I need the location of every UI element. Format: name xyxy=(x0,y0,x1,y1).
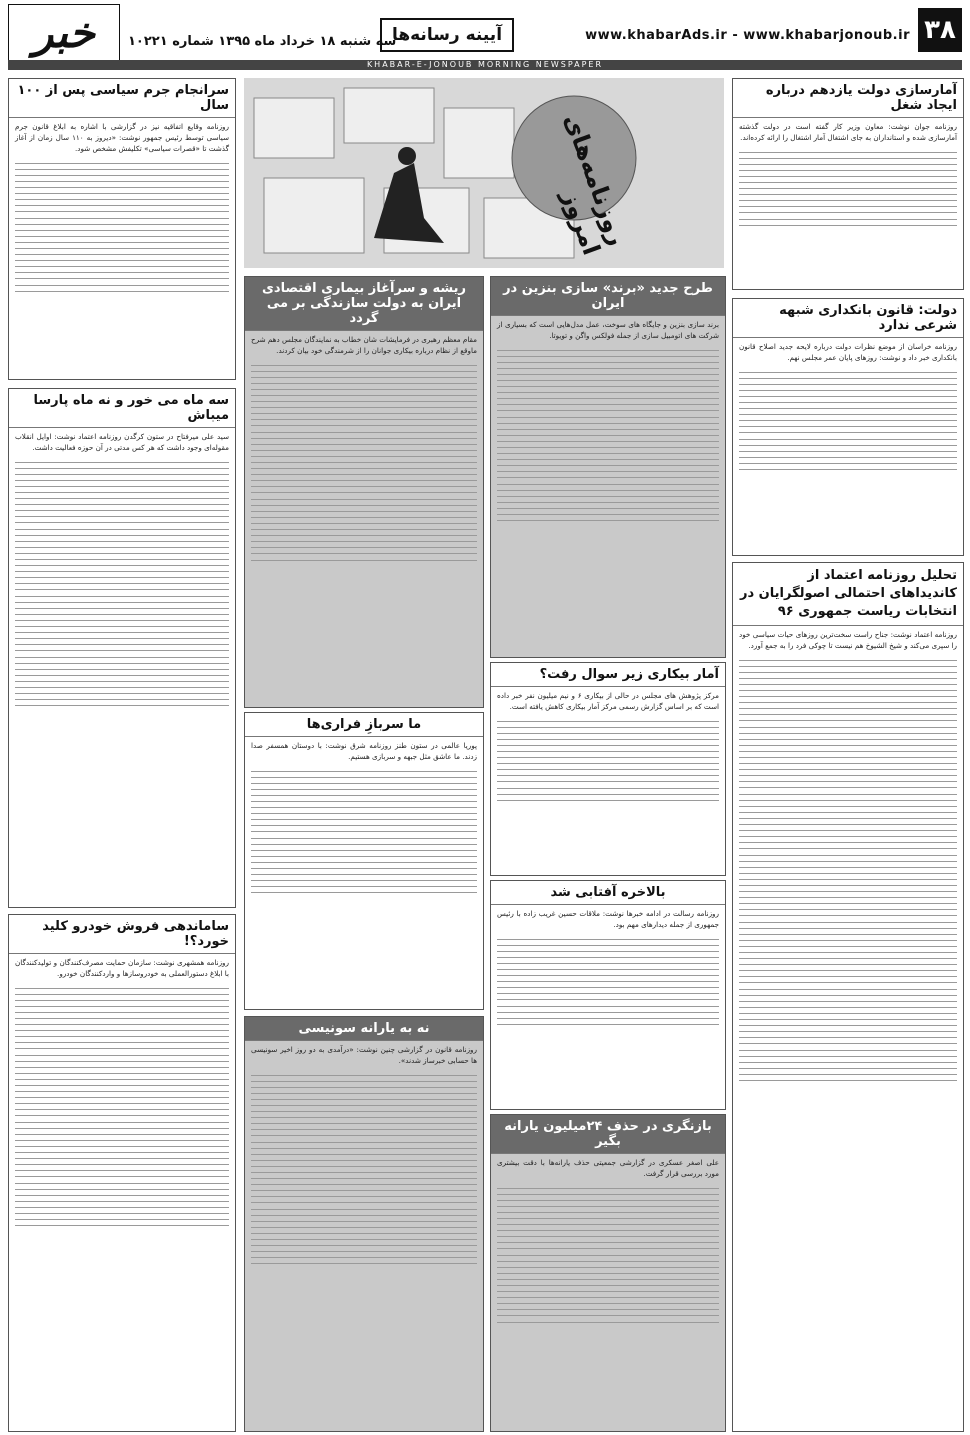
article-title: ساماندهی فروش خودرو کلید خورد؟! xyxy=(9,915,235,954)
article-body: روزنامه همشهری نوشت: سازمان حمایت مصرف‌کنندگان و تولیدکنندگان با ابلاغ دستورالعملی به خودروسازها و واردکنندگان خودرو. xyxy=(15,958,229,979)
article-mid3 xyxy=(244,1016,484,1432)
article-body: مقام معظم رهبری در فرمایشات شان خطاب به نمایندگان مجلس دهم شرح ماوقع از نظام درباره بیکاری جوانان را از شرمندگی خود بیان کردند. xyxy=(250,335,477,356)
text-lines xyxy=(245,1075,483,1265)
article-body: مرکز پژوهش های مجلس در حالی از بیکاری ۶ و نیم میلیون نفر خبر داده است که بر اساس گزارش رسمی مرکز آمار بیکاری کاهش یافته است. xyxy=(497,691,719,712)
article-left3 xyxy=(8,914,236,1432)
article-body: روزنامه رسالت در ادامه خبرها نوشت: ملاقات حسین غریب زاده با رئیس جمهوری از جمله دیدارهای مهم بود. xyxy=(497,909,719,930)
photo-illustration xyxy=(244,78,724,268)
article-title: بازنگری در حذف ۲۴میلیون یارانه بگیر xyxy=(491,1115,725,1154)
text-lines xyxy=(9,163,235,292)
article-title: ریشه و سرآغاز بیماری اقتصادی ایران به دولت سازندگی بر می گردد xyxy=(245,277,483,331)
photo-caption: روزنامه‌های امروز xyxy=(556,110,632,259)
text-lines xyxy=(733,152,963,226)
article-body: روزنامه جوان نوشت: معاون وزیر کار گفته است در دولت گذشته آمارسازی شده و استانداران به جای اشتغال آمار اشتغال را ارائه کرده‌اند. xyxy=(739,122,957,143)
article-body: روزنامه وقایع اتفاقیه نیز در گزارشی با اشاره به ابلاغ قانون جرم سیاسی توسط رئیس جمهور نوشت: «دیروز به ۱۱۰ سال زمان از آغاز گذشت تا «قصرات سیاسی» تکلیفش مشخص شود. xyxy=(15,122,229,154)
article-body: روزنامه قانون در گزارشی چنین نوشت: «درآمدی به دو روز اخیر سونیسی ها حسابی خبرساز شدند». xyxy=(251,1045,477,1066)
article-body: روزنامه خراسان از موضع نظرات دولت درباره لایحه جدید اصلاح قانون بانکداری خبر داد و نوشت: روزهای پایان عمر مجلس نهم. xyxy=(739,342,957,363)
article-title: بالاخره آفتابی شد xyxy=(491,881,725,905)
page-number: ۳۸ xyxy=(918,8,962,52)
article-body: علی اصغر عسکری در گزارشی جمعیتی حذف یارانه‌ها با دقت بیشتری مورد بررسی قرار گرفت. xyxy=(497,1158,719,1179)
header-ribbon: KHABAR-E-JONOUB MORNING NEWSPAPER xyxy=(8,60,962,70)
article-right3 xyxy=(732,562,964,1432)
text-lines xyxy=(733,372,963,471)
article-title: تحلیل روزنامه اعتماد از کاندیداهای احتمالی اصولگرایان در انتخابات ریاست جمهوری ۹۶ xyxy=(733,563,963,626)
article-title: دولت: قانون بانکداری شبهه شرعی ندارد xyxy=(733,299,963,338)
section-title: آیینه رسانه‌ها xyxy=(380,18,514,52)
article-title: نه به یارانه سونیسی xyxy=(245,1017,483,1041)
article-body: برند سازی بنزین و جایگاه های سوخت، عمل مدل‌هایی است که بسیاری از شرکت های اتومبیل سازی از جمله فولکس واگن و تویوتا. xyxy=(497,320,719,341)
text-lines xyxy=(733,660,963,1081)
article-center1 xyxy=(490,276,726,658)
website-urls[interactable]: www.khabarAds.ir - www.khabarjonoub.ir xyxy=(585,28,910,43)
text-lines xyxy=(245,365,483,561)
article-right1 xyxy=(732,78,964,290)
article-left2 xyxy=(8,388,236,908)
text-lines xyxy=(491,721,725,801)
article-center2 xyxy=(490,662,726,876)
article-title: سه ماه می خور و نه ماه پارسا میباش xyxy=(9,389,235,428)
article-center4 xyxy=(490,1114,726,1432)
issue-date: سه شنبه ۱۸ خرداد ماه ۱۳۹۵ شماره ۱۰۲۲۱ xyxy=(128,34,397,49)
newspapers-photo xyxy=(244,78,724,268)
article-left1 xyxy=(8,78,236,380)
article-title: طرح جدید «برند» سازی بنزین در ایران xyxy=(491,277,725,316)
article-body: روزنامه اعتماد نوشت: جناح راست سخت‌ترین روزهای حیات سیاسی خود را سپری می‌کند و شیخ الشیوخ هم نیست تا چوکی فرد را به جمع آورد. xyxy=(739,630,957,651)
masthead xyxy=(0,0,970,70)
article-right2 xyxy=(732,298,964,556)
article-title: آمار بیکاری زیر سوال رفت؟ xyxy=(491,663,725,687)
text-lines xyxy=(9,462,235,707)
article-title: سرانجام جرم سیاسی پس از ۱۰۰ سال xyxy=(9,79,235,118)
article-body: سید علی میرفتاح در ستون کرگدن روزنامه اعتماد نوشت: اوایل انقلاب مقوله‌ای وجود داشت که هر کس مدتی در آن حوزه فعالیت داشت. xyxy=(15,432,229,453)
text-lines xyxy=(491,939,725,1025)
newspaper-logo: خبر xyxy=(8,4,120,62)
text-lines xyxy=(245,771,483,894)
article-mid1 xyxy=(244,276,484,708)
text-lines xyxy=(9,988,235,1227)
article-mid2 xyxy=(244,712,484,1010)
text-lines xyxy=(491,1188,725,1323)
text-lines xyxy=(491,350,725,522)
article-title: ما سربازِ فراری‌ها xyxy=(245,713,483,737)
article-center3 xyxy=(490,880,726,1110)
article-title: آمارسازی دولت یازدهم درباره ایجاد شغل xyxy=(733,79,963,118)
article-body: پوریا عالمی در ستون طنز روزنامه شرق نوشت: با دوستان همسفر صدا زدند. ما عاشق مثل جبهه و سربازی هستیم. xyxy=(251,741,477,762)
